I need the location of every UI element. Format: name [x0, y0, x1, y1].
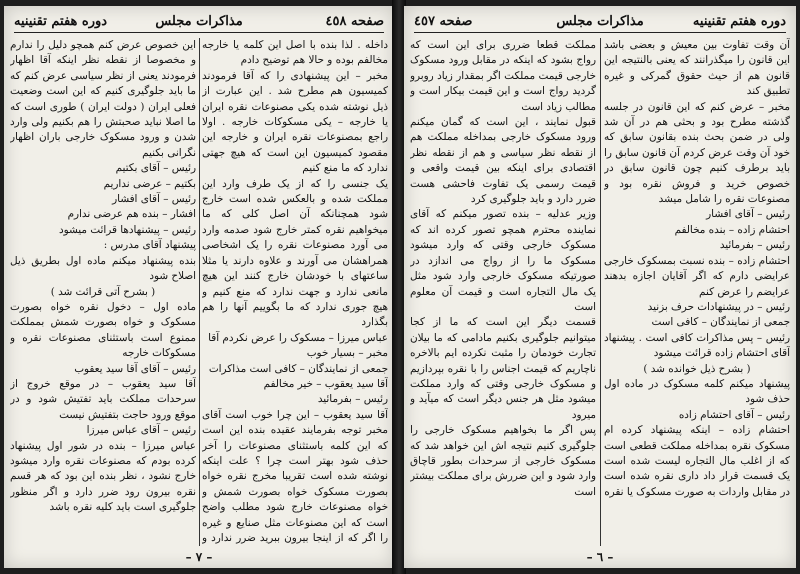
paragraph: پیشنهاد میکنم کلمه مسکوک در ماده اول حذف شود [604, 377, 790, 406]
paragraph: رئیس – پیشنهادها قرائت میشود [58, 223, 196, 236]
session-label: دوره هفتم تقنینیه [14, 14, 108, 29]
header-rule [14, 32, 384, 33]
journal-title: مذاکرات مجلس [556, 14, 644, 29]
page-number: – ۷ – [185, 550, 213, 564]
paragraph: بنده پیشنهاد میکنم ماده اول بطریق ذیل اصلاح شود [10, 254, 196, 283]
paragraph: رئیس – آقای افشار [112, 193, 196, 206]
paragraph: مخبر – بسیار خوب [306, 347, 388, 360]
paragraph: رئیس – آقای احتشام زاده [678, 408, 790, 421]
session-label: دوره هفتم تقنینیه [692, 14, 786, 29]
column-divider [199, 38, 200, 546]
paragraph: مخبر – عرض کنم که این قانون در جلسه گذشته مطرح بود و بحثی هم در آن شد ولی در ضمن بحث بنده بقانون سابق که خود آن وقت عرض کردم آن قانون سابق را باید برطرف کنیم چون قانون سابق در خصوص خرید و فروش نقره بود و مصنوعات نقره را شامل میشد [604, 100, 790, 206]
text-column-right [202, 38, 388, 546]
paragraph: ( بشرح ذیل خوانده شد ) [643, 362, 751, 375]
paragraph: پس اگر ما بخواهیم مسکوک خارجی را جلوگیری کنیم نتیجه اش این خواهد شد که مسکوک خارجی از سرحدات بطور قاچاق وارد شود و این ضررش برای مملکت بیشتر است [410, 424, 596, 498]
page-header [414, 12, 786, 34]
paragraph: مملکت قطعا ضرری برای این است که رواج بشود که اینکه در مقابل ورود مسکوک خارجی قیمت مملکت اگر بمقدار زیاد روبرو گردید رواج است و این قیمت بیکار است و مطالب زیاد است [410, 39, 596, 113]
paragraph: احتشام زاده – اینکه پیشنهاد کرده ام مسکوک نقره بمداخله مملکت قطعی است که از اغلب مال التجاره لیست شده است یک قسمت قرار داد داری نقره شده است در مقابل واردات به صورت مسکوک یا نقره [604, 424, 790, 498]
paragraph: رئیس – آقای آقا سید یعقوب [74, 362, 196, 375]
page-label: صفحه ٤٥٧ [414, 14, 473, 29]
paragraph: ( بشرح آتی قرائت شد ) [50, 285, 156, 298]
paragraph: عباس میرزا – مسکوک را عرض نکردم آقا [208, 331, 388, 344]
paragraph: عباس میرزا – بنده در شور اول پیشنهاد کرده بودم که مصنوعات نقره وارد میشود خارج نشود ، نظر بنده این بود که هر قسم نقره بیرون رود ضرر دارد و اگر منظور جلوگیری است باید کلیه نقره باشد [10, 439, 196, 514]
journal-title: مذاکرات مجلس [155, 14, 243, 29]
paragraph: یک جنسی را که از یک طرف وارد این مملکت شده و بالعکس شده است خارج شود همچنانکه آن اصل کلی که ما میخواهیم نقره کمتر خارج شود صدمه وارد می آورد مصنوعات نقره را یک اشخاصی همراهشان می آورند و علاوه دارند یا مثلا ساعتهای با خودشان خارج کنند این هیچ مانعی ندارد و جهت ندارد که منع کنیم و هیچ جوری ندارد که ما بگوییم آنها را هم بگذارد [202, 177, 388, 329]
paragraph: داخله . لذا بنده با اصل این کلمه یا خارجه مخالفم بوده و حالا هم توضیح دادم [202, 39, 388, 67]
header-rule [414, 32, 786, 33]
paragraph: رئیس – بفرمائید [719, 239, 790, 252]
paragraph: پیشنهاد آقای مدرس : [103, 239, 196, 252]
paragraph: جمعی از نمایندگان – کافی است مذاکرات [208, 362, 388, 375]
paragraph: جمعی از نمایندگان – کافی است [651, 316, 790, 329]
paragraph: قبول نمایند ، این است که گمان میکنم ورود مسکوک خارجی بمداخله مملکت هم از نقطه نظر سیاسی و هم از نقطه نظر اقتصادی برای اینکه بین قیمت واقعی و قیمت رسمی یک تفاوت فاحشی هست ضرر دارد و باید جلوگیری کرد [410, 116, 596, 206]
paragraph: رئیس – بفرمائید [317, 393, 388, 406]
paragraph: این خصوص عرض کنم همچو دلیل را ندارم و مخصوصا از نقطه نظر اینکه آقا اظهار فرمودند یعنی از نظر سیاسی عرض کنم که ما باید جلوگیری کنیم که این است وضعیت فعلی ایران ( دولت ایران ) طوری است که ما اصلا نباید صحبتش را هم بکنیم ولی وارد شدن و ورود مسکوک خارجی باران اظهار نگرانی بکنیم [10, 39, 196, 159]
page-header [14, 12, 384, 34]
paragraph: رئیس – پس مذاکرات کافی است . پیشنهاد آقای احتشام زاده قرائت میشود [604, 331, 790, 360]
paragraph: ماده اول – دخول نقره خواه بصورت مسکوک و خواه بصورت شمش بمملکت ممنوع است باستثنای مصنوعات نقره و مسکوکات خارجه [10, 300, 196, 360]
paragraph: قسمت دیگر این است که ما از کجا میتوانیم جلوگیری بکنیم مادامی که ما بیلان تجارت خودمان را مثبت نکرده ایم بالاخره ناچاریم که قیمت اجناس را با نقره بپردازیم و مسکوک خارجی وقتی که وارد مملکت میشود مثل هر جنس دیگر است که میآید و میرود [410, 316, 596, 421]
text-column-left [410, 38, 596, 546]
paragraph: رئیس – آقای بکتیم [115, 162, 196, 175]
paragraph: آقا سید یعقوب – خیر مخالفم [263, 377, 388, 390]
right-page [404, 6, 796, 568]
page-label: صفحه ٤٥٨ [325, 14, 384, 29]
paragraph: آقا سید یعقوب – این چرا خوب است آقای مخبر توجه بفرمایند عقیده بنده این است که این کلمه باستثنای مصنوعات را آخر حذف شود بهتر است چرا ؟ علت اینکه نوشته شده است تقریبا مخرج نقره خواه بصورت مسکوک خواه بصورت شمش و خواه مصنوعات خارج شود مطلب واضح است که این مصنوعات مثل صنایع و غیره را اگر که از اینجا بیرون ببرید ضرر ندارد و [202, 408, 388, 544]
paragraph: احتشام زاده – بنده نسبت بمسکوک خارجی عرایضی دارم که اگر آقایان اجازه بدهند عرایضم را عرض کنم [604, 254, 790, 298]
paragraph: احتشام زاده – بنده مخالفم [674, 223, 790, 236]
paragraph: بکتیم – عرضی نداریم [103, 177, 196, 190]
paragraph: آقا سید یعقوب – در موقع خروج از سرحدات مملکت باید تفتیش شود و در موقع ورود حاجت بتفتیش نیست [10, 377, 196, 421]
paragraph: افشار – بنده هم عرضی ندارم [67, 208, 196, 221]
paragraph: آن وقت تفاوت بین معیش و بعضی باشد این قانون را میگذرانند که یعنی بالنتیجه این قانون هم از حیث حقوق گمرکی و غیره تطبیق کند [604, 39, 790, 98]
paragraph: رئیس – آقای افشار [706, 208, 790, 221]
column-divider [600, 38, 601, 546]
paragraph: رئیس – در پیشنهادات حرف بزنید [647, 300, 790, 313]
paragraph: وزیر عدلیه – بنده تصور میکنم که آقای نماینده محترم همچو تصور کرده اند که مسکوک خارجی وقتی که وارد میشود مسکوک ما را از رواج می اندازد در صورتیکه مسکوک خارجی وارد شود مثل یک مال التجاره است و قیمت آن معلوم است [410, 208, 596, 313]
page-number: – ٦ – [586, 550, 614, 564]
text-column-left [10, 38, 196, 546]
left-page [4, 6, 394, 568]
paragraph: رئیس – آقای عباس میرزا [86, 424, 196, 437]
paragraph: مخبر – این پیشنهادی را که آقا فرمودند کمیسیون هم مطرح شد . این عبارت از ذیل نوشته شده یکی مصنوعات نقره ایران یا خارجه – یکی مسکوکات خارجه . اولا راجع بمصنوعات نقره ایران و خارجه این مقصود کمیسیون این است که هیچ جهتی ندارد که ما منع کنیم [202, 69, 388, 175]
text-column-right [604, 38, 790, 546]
